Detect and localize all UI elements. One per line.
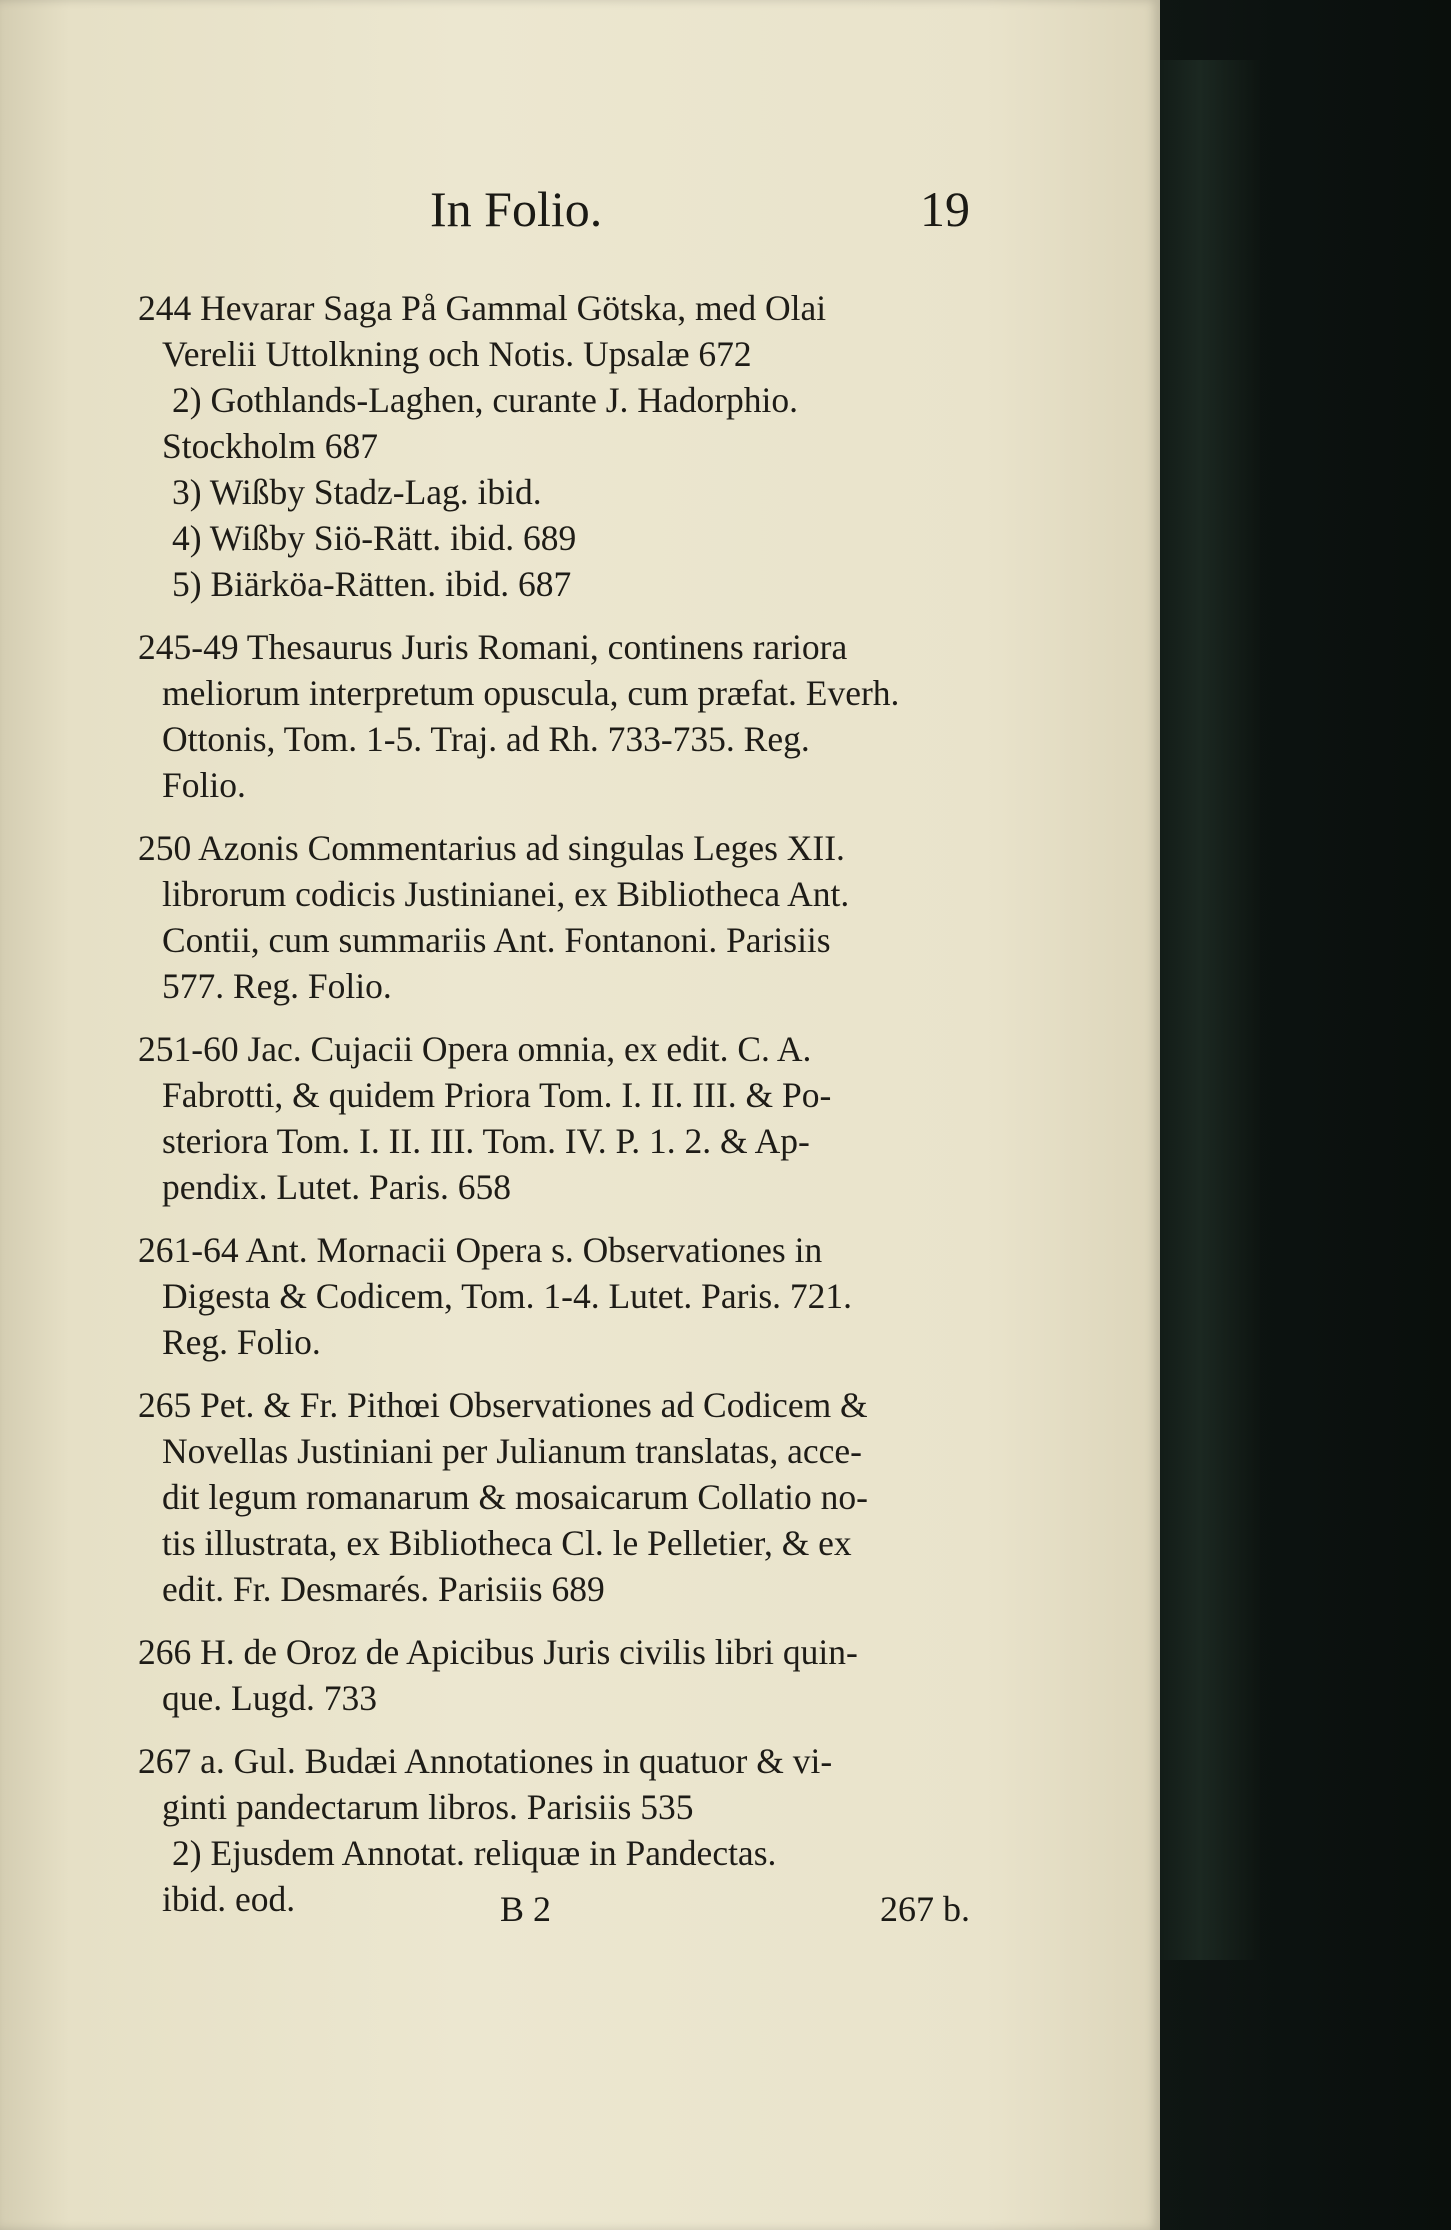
text-line: 250 Azonis Commentarius ad singulas Leges XII.	[138, 828, 845, 868]
line-gap	[138, 808, 968, 825]
text-line: Digesta & Codicem, Tom. 1-4. Lutet. Paris. 721.	[162, 1276, 853, 1316]
text-line: steriora Tom. I. II. III. Tom. IV. P. 1. 2. & Ap-	[162, 1121, 810, 1161]
line-gap	[138, 1721, 968, 1738]
text-line: 244 Hevarar Saga På Gammal Götska, med Olai	[138, 288, 827, 328]
text-line: ginti pandectarum libros. Parisiis 535	[162, 1787, 694, 1827]
text-line: 3) Wißby Stadz-Lag. ibid.	[172, 472, 542, 512]
text-line: librorum codicis Justinianei, ex Bibliotheca Ant.	[162, 874, 850, 914]
text-line: tis illustrata, ex Bibliotheca Cl. le Pelletier, & ex	[162, 1523, 852, 1563]
text-line: 266 H. de Oroz de Apicibus Juris civilis libri quin-	[138, 1632, 858, 1672]
line-gap	[138, 607, 968, 624]
catchword: 267 b.	[880, 1889, 970, 1929]
text-line: ibid. eod.	[162, 1879, 296, 1919]
page-number: 19	[920, 181, 970, 237]
header-title: In Folio.	[430, 181, 603, 237]
running-header	[430, 180, 970, 250]
text-line: Stockholm 687	[162, 426, 378, 466]
text-line: 267 a. Gul. Budæi Annotationes in quatuor & vi-	[138, 1741, 833, 1781]
text-line: Verelii Uttolkning och Notis. Upsalæ 672	[162, 334, 752, 374]
text-line: Novellas Justiniani per Julianum translatas, acce-	[162, 1431, 862, 1471]
text-line: 4) Wißby Siö-Rätt. ibid. 689	[172, 518, 577, 558]
text-line: 5) Biärköa-Rätten. ibid. 687	[172, 564, 572, 604]
text-line: 245-49 Thesaurus Juris Romani, continens rariora	[138, 627, 848, 667]
text-line: Contii, cum summariis Ant. Fontanoni. Parisiis	[162, 920, 831, 960]
text-line: pendix. Lutet. Paris. 658	[162, 1167, 512, 1207]
line-gap	[138, 1210, 968, 1227]
text-line: edit. Fr. Desmarés. Parisiis 689	[162, 1569, 605, 1609]
catalog-entries	[138, 285, 968, 1922]
text-line: 265 Pet. & Fr. Pithœi Observationes ad Codicem &	[138, 1385, 868, 1425]
page-footer	[480, 1888, 970, 1938]
book-edge-shading	[1160, 60, 1260, 1960]
text-line: meliorum interpretum opuscula, cum præfat. Everh.	[162, 673, 900, 713]
text-line: Ottonis, Tom. 1-5. Traj. ad Rh. 733-735. Reg.	[162, 719, 810, 759]
text-line: Fabrotti, & quidem Priora Tom. I. II. III. & Po-	[162, 1075, 832, 1115]
line-gap	[138, 1365, 968, 1382]
text-line: dit legum romanarum & mosaicarum Collatio no-	[162, 1477, 868, 1517]
text-line: Folio.	[162, 765, 246, 805]
text-line: 2) Gothlands-Laghen, curante J. Hadorphio.	[172, 380, 798, 420]
text-line: 251-60 Jac. Cujacii Opera omnia, ex edit. C. A.	[138, 1029, 812, 1069]
line-gap	[138, 1009, 968, 1026]
text-line: Reg. Folio.	[162, 1322, 321, 1362]
text-line: 2) Ejusdem Annotat. reliquæ in Pandectas.	[172, 1833, 777, 1873]
line-gap	[138, 1612, 968, 1629]
text-line: que. Lugd. 733	[162, 1678, 377, 1718]
signature-mark: B 2	[500, 1889, 552, 1929]
text-line: 261-64 Ant. Mornacii Opera s. Observationes in	[138, 1230, 823, 1270]
text-line: 577. Reg. Folio.	[162, 966, 392, 1006]
